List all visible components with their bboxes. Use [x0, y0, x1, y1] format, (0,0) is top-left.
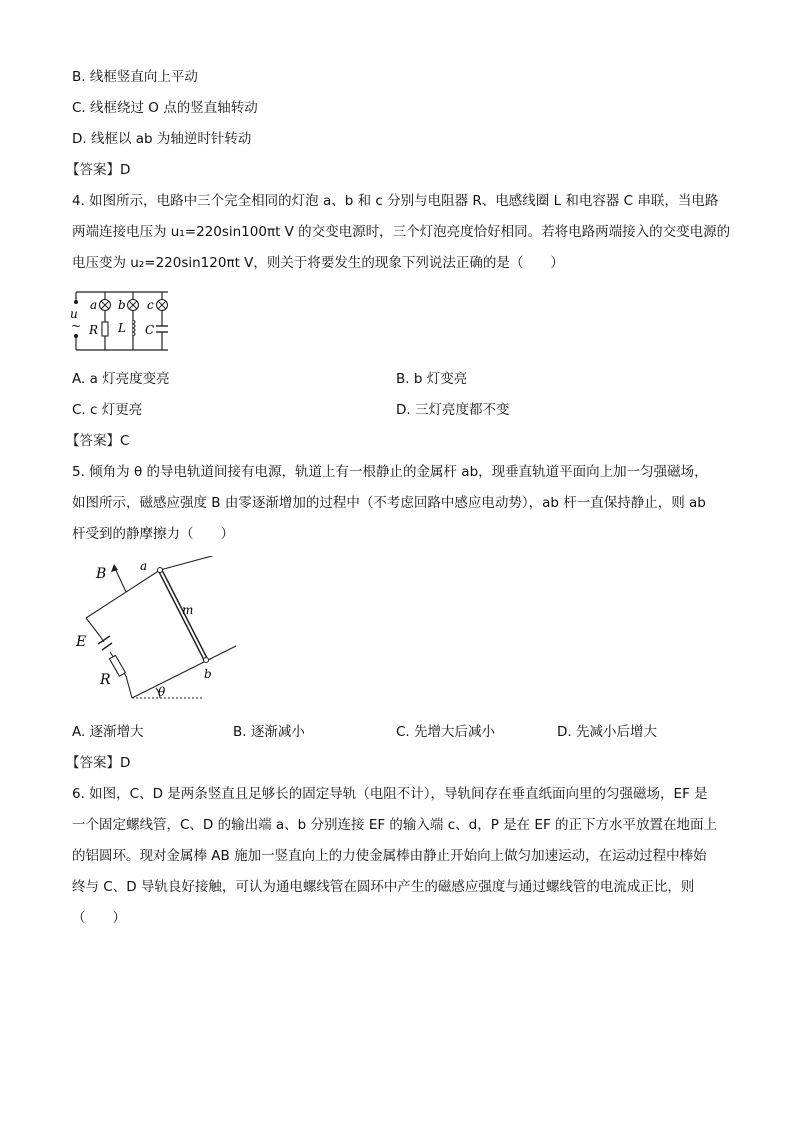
- q3-option-c: C. 线框绕过 O 点的竖直轴转动: [72, 100, 258, 116]
- q6-stem-line-4: 终与 C、D 导轨良好接触，可认为通电螺线管在圆环中产生的磁感应强度与通过螺线管的电流成正比，则: [72, 879, 695, 895]
- answer-value: D: [120, 755, 131, 771]
- label-E: E: [76, 634, 87, 650]
- q6-stem-line-1: 6. 如图，C、D 是两条竖直且足够长的固定导轨（电阻不计），导轨间存在垂直纸面向里的匀强磁场，EF 是: [72, 786, 708, 802]
- label-b: b: [204, 667, 212, 681]
- label-m: m: [182, 603, 194, 617]
- label-B: B: [96, 566, 107, 582]
- answer-tag: 【答案】: [66, 433, 120, 449]
- q5-stem-line-1: 5. 倾角为 θ 的导电轨道间接有电源，轨道上有一根静止的金属杆 ab，现垂直轨道平面向上加一匀强磁场，: [72, 464, 708, 480]
- q4-option-c: C. c 灯更亮: [72, 402, 143, 418]
- q4-stem-line-3: 电压变为 u₂=220sin120πt V，则关于将要发生的现象下列说法正确的是（ ）: [72, 255, 564, 271]
- label-u: u: [70, 307, 78, 321]
- label-a: a: [90, 298, 98, 312]
- q4-option-b: B. b 灯变亮: [396, 371, 468, 387]
- answer-tag: 【答案】: [66, 162, 120, 178]
- q4-answer: [66, 432, 129, 450]
- label-R: R: [89, 323, 99, 337]
- q6-stem-line-2: 一个固定螺线管，C、D 的输出端 a、b 分别连接 EF 的输入端 c、d，P 是在 EF 的正下方水平放置在地面上: [72, 817, 718, 833]
- q6-stem-line-5: （ ）: [72, 910, 126, 926]
- q4-circuit-diagram: [70, 286, 180, 356]
- q5-option-d: D. 先减小后增大: [557, 724, 657, 740]
- q5-stem-line-3: 杆受到的静摩擦力（ ）: [72, 526, 234, 542]
- answer-tag: 【答案】: [66, 755, 120, 771]
- q4-stem-line-1: 4. 如图所示，电路中三个完全相同的灯泡 a、b 和 c 分别与电阻器 R、电感线圈 L 和电容器 C 串联，当电路: [72, 193, 719, 209]
- q4-option-a: A. a 灯亮度变亮: [72, 371, 170, 387]
- label-b: b: [118, 298, 126, 312]
- q3-option-b: B. 线框竖直向上平动: [72, 69, 198, 85]
- answer-value: D: [120, 162, 131, 178]
- q5-answer: [66, 754, 130, 772]
- label-a: a: [140, 559, 148, 573]
- q5-option-b: B. 逐渐减小: [233, 724, 305, 740]
- q5-option-a: A. 逐渐增大: [72, 724, 144, 740]
- label-c: c: [147, 298, 154, 312]
- q4-option-d: D. 三灯亮度都不变: [396, 402, 510, 418]
- label-C: C: [145, 323, 155, 337]
- q5-incline-rail-diagram: [74, 556, 244, 706]
- q3-answer: [66, 161, 130, 179]
- label-theta: θ: [158, 685, 166, 699]
- q5-option-c: C. 先增大后减小: [396, 724, 496, 740]
- q3-option-d: D. 线框以 ab 为轴逆时针转动: [72, 131, 252, 147]
- q6-stem-line-3: 的铝圆环。现对金属棒 AB 施加一竖直向上的力使金属棒由静止开始向上做匀加速运动，在运动过程中棒始: [72, 848, 707, 864]
- label-R: R: [100, 672, 111, 688]
- label-ac-tilde: ~: [71, 319, 82, 333]
- q4-stem-line-2: 两端连接电压为 u₁=220sin100πt V 的交变电源时，三个灯泡亮度恰好相同。若将电路两端接入的交变电源的: [72, 224, 731, 240]
- answer-value: C: [120, 433, 130, 449]
- label-L: L: [118, 321, 126, 335]
- q5-stem-line-2: 如图所示，磁感应强度 B 由零逐渐增加的过程中（不考虑回路中感应电动势），ab 杆一直保持静止，则 ab: [72, 495, 706, 511]
